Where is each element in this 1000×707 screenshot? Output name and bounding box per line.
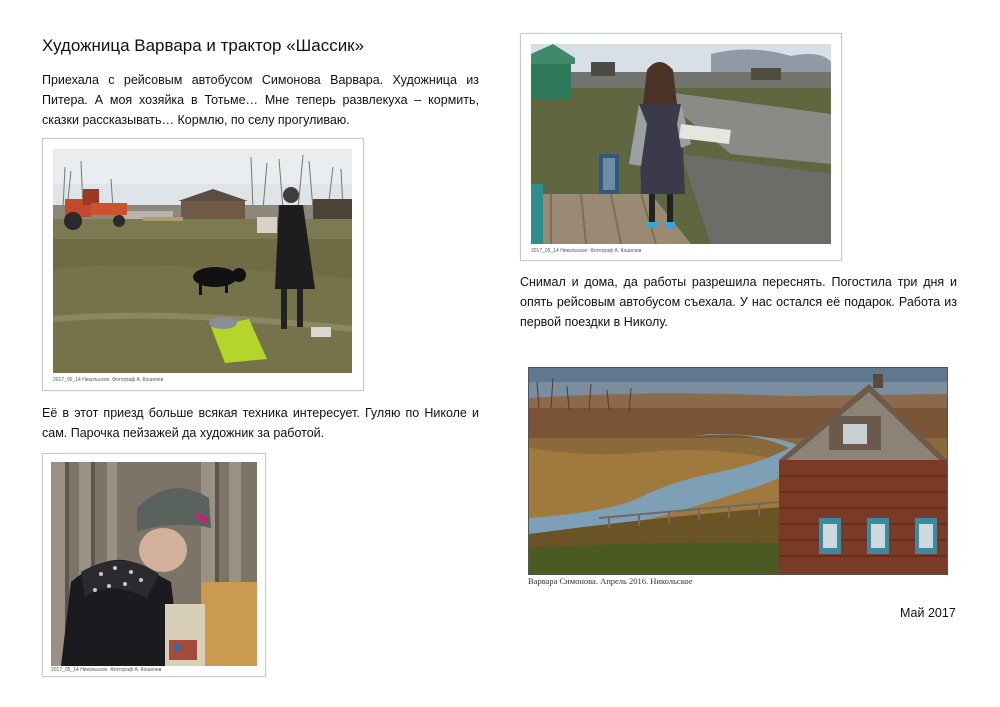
painting-caption: Варвара Симонова. Апрель 2016. Никольское [528, 576, 693, 586]
photo-frame-field [42, 138, 364, 391]
date-label: Май 2017 [900, 606, 956, 620]
photo-frame-portrait [42, 453, 266, 677]
home-paragraph: Снимал и дома, да работы разрешила переснять. Погостила три дня и опять рейсовым автобусом съехала. У нас остался её подарок. Работа из первой поездки в Николу. [520, 275, 957, 329]
photo-porch-caption: 2017_05_14 Никольское. Фотограф А. Кошелев [531, 248, 642, 254]
photo-frame-porch [520, 33, 842, 261]
page-title: Художница Варвара и трактор «Шассик» [42, 36, 365, 55]
intro-paragraph: Приехала с рейсовым автобусом Симонова Варвара. Художница из Питера. А моя хозяйка в Тотьме… Мне теперь развлекуха – кормить, сказки рассказывать… Кормлю, по селу прогуливаю. [42, 73, 479, 127]
photo-portrait-caption: 2017_05_14 Никольское. Фотограф А. Кошелев [51, 667, 162, 673]
photo-artist-portrait [51, 462, 257, 666]
photo-field-caption: 2017_05_14 Никольское. Фотограф А. Кошелев [53, 377, 164, 383]
photo-artist-on-porch [531, 44, 831, 244]
technique-paragraph: Её в этот приезд больше всякая техника интересует. Гуляю по Николе и сам. Парочка пейзажей да художник за работой. [42, 406, 479, 440]
photo-artist-in-field [53, 149, 352, 373]
painting [528, 367, 948, 575]
